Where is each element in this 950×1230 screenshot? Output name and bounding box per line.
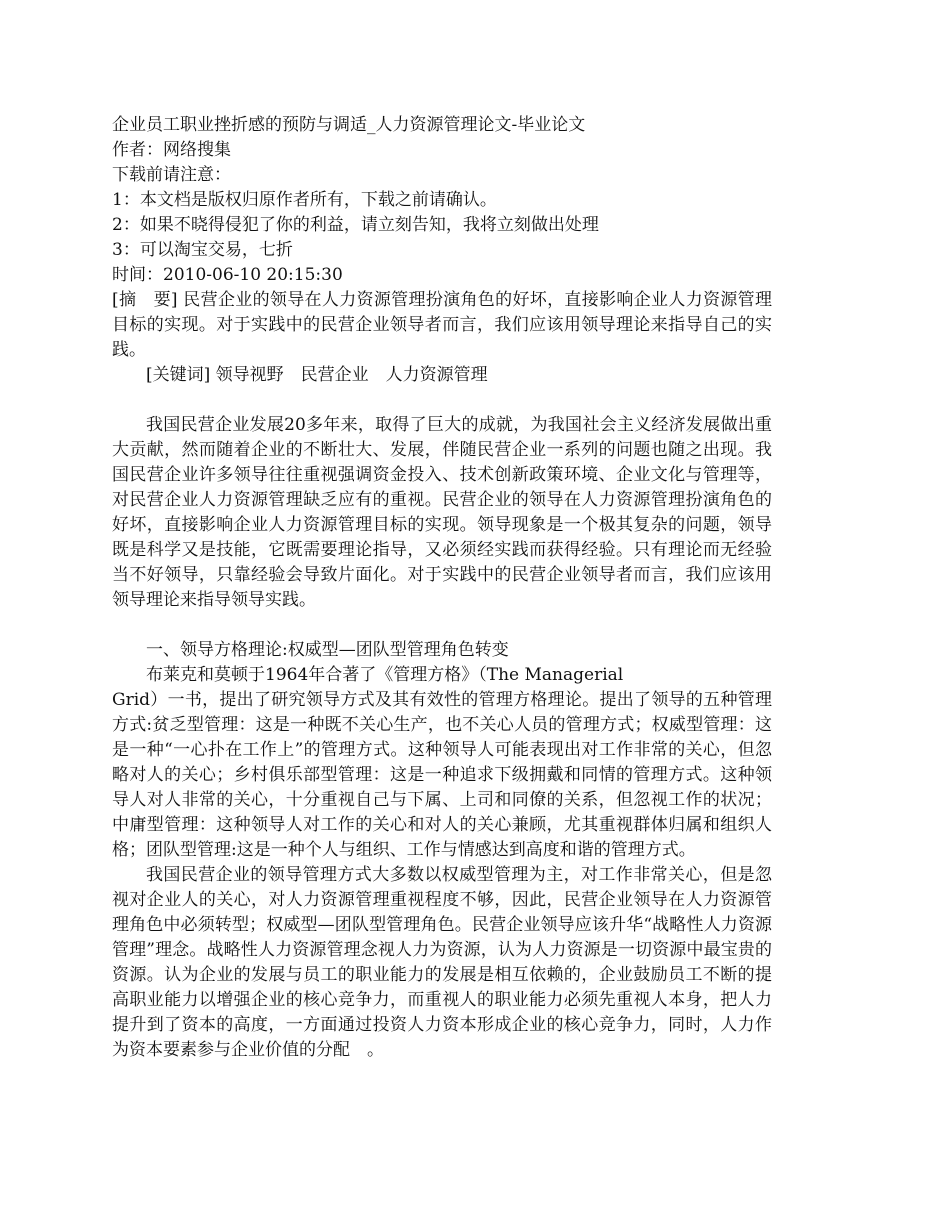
- section1-paragraph1: Grid）一书，提出了研究领导方式及其有效性的管理方格理论。提出了领导的五种管理方式:贫乏型管理：这是一种既不关心生产，也不关心人员的管理方式；权威型管理：这是一种“一心扑在工作上”的管理方式。这种领导人可能表现出对工作非常的关心，但忽略对人的关心；乡村俱乐部型管理：这是一种追求下级拥戴和同情的管理方式。这种领导人对人非常的关心，十分重视自己与下属、上司和同僚的关系，但忽视工作的状况；中庸型管理：这种领导人对工作的关心和对人的关心兼顾，尤其重视群体归属和组织人格；团队型管理:这是一种个人与组织、工作与情感达到高度和谐的管理方式。: [112, 690, 772, 860]
- abstract: [摘 要] 民营企业的领导在人力资源管理扮演角色的好坏，直接影响企业人力资源管理目标的实现。对于实践中的民营企业领导者而言，我们应该用领导理论来指导自己的实践。: [112, 290, 772, 360]
- document-page: [112, 113, 772, 1063]
- spacer: [112, 613, 772, 638]
- section-heading: 一、领导方格理论:权威型—团队型管理角色转变: [146, 640, 509, 660]
- timestamp: 时间：2010-06-10 20:15:30: [112, 265, 343, 285]
- spacer: [112, 388, 772, 413]
- notice-item-3: 3：可以淘宝交易，七折: [112, 240, 293, 260]
- notice-title: 下载前请注意：: [112, 165, 231, 185]
- keywords: [关键词] 领导视野 民营企业 人力资源管理: [146, 365, 488, 385]
- notice-item-1: 1：本文档是版权归原作者所有，下载之前请确认。: [112, 190, 497, 210]
- document-title: 企业员工职业挫折感的预防与调适_人力资源管理论文-毕业论文: [112, 115, 586, 135]
- section1-paragraph1-first-line: 布莱克和莫顿于1964年合著了《管理方格》（The Managerial: [146, 665, 624, 685]
- intro-paragraph: 我国民营企业发展20多年来，取得了巨大的成就，为我国社会主义经济发展做出重大贡献，然而随着企业的不断壮大、发展，伴随民营企业一系列的问题也随之出现。我国民营企业许多领导往往重视强调资金投入、技术创新政策环境、企业文化与管理等，对民营企业人力资源管理缺乏应有的重视。民营企业的领导在人力资源管理扮演角色的好坏，直接影响企业人力资源管理目标的实现。领导现象是一个极其复杂的问题，领导既是科学又是技能，它既需要理论指导，又必须经实践而获得经验。只有理论而无经验当不好领导，只靠经验会导致片面化。对于实践中的民营企业领导者而言，我们应该用领导理论来指导领导实践。: [112, 415, 772, 610]
- notice-item-2: 2：如果不晓得侵犯了你的利益，请立刻告知，我将立刻做出处理: [112, 215, 599, 235]
- author-line: 作者：网络搜集: [112, 140, 231, 160]
- section1-paragraph2: 我国民营企业的领导管理方式大多数以权威型管理为主，对工作非常关心，但是忽视对企业人的关心，对人力资源管理重视程度不够，因此，民营企业领导在人力资源管理角色中必须转型；权威型—团队型管理角色。民营企业领导应该升华“战略性人力资源管理”理念。战略性人力资源管理念视人力为资源，认为人力资源是一切资源中最宝贵的资源。认为企业的发展与员工的职业能力的发展是相互依赖的，企业鼓励员工不断的提高职业能力以增强企业的核心竞争力，而重视人的职业能力必须先重视人本身，把人力提升到了资本的高度，一方面通过投资人力资本形成企业的核心竞争力，同时，人力作为资本要素参与企业价值的分配 。: [112, 865, 772, 1060]
